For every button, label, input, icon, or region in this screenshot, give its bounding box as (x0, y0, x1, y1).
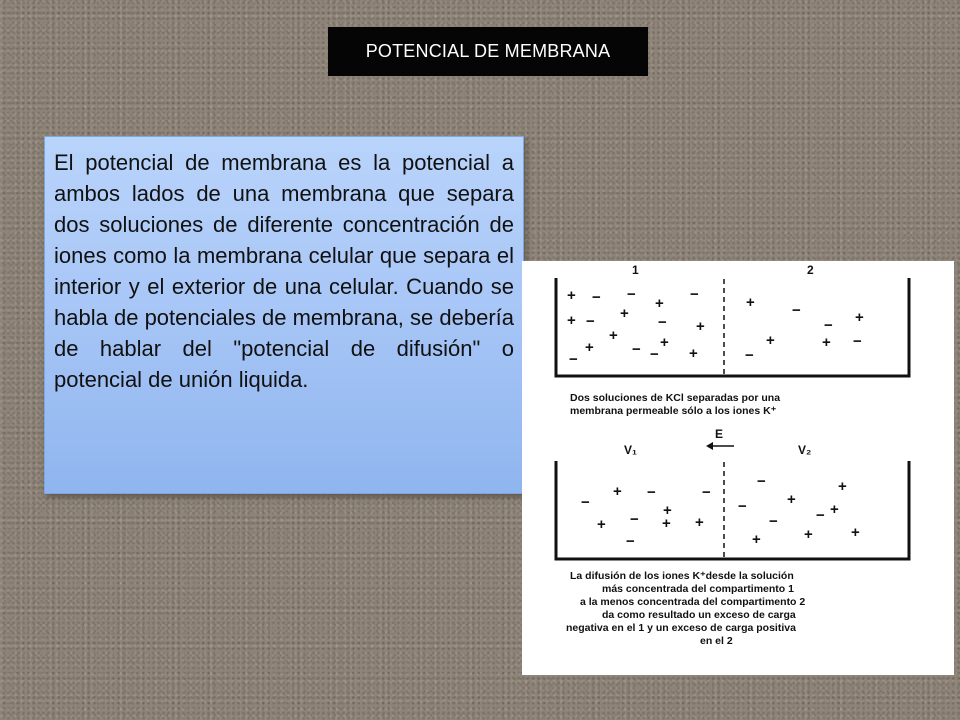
svg-text:+: + (752, 531, 761, 548)
compartment-2-label: 2 (807, 263, 814, 277)
svg-text:+: + (696, 318, 705, 335)
svg-text:+: + (695, 514, 704, 531)
svg-text:−: − (816, 507, 825, 524)
svg-text:−: − (592, 289, 601, 306)
svg-text:−: − (769, 513, 778, 530)
svg-text:+: + (567, 287, 576, 304)
svg-text:+: + (620, 305, 629, 322)
svg-text:+: + (746, 294, 755, 311)
top-ions (567, 286, 864, 368)
svg-text:+: + (838, 478, 847, 495)
svg-text:+: + (822, 334, 831, 351)
svg-text:−: − (738, 498, 747, 515)
svg-text:+: + (585, 339, 594, 356)
svg-text:+: + (609, 327, 618, 344)
svg-text:+: + (655, 295, 664, 312)
svg-text:+: + (851, 524, 860, 541)
top-caption-line-1: Dos soluciones de KCl separadas por una (570, 392, 781, 404)
bottom-caption-line-6: en el 2 (700, 635, 733, 647)
svg-text:+: + (567, 312, 576, 329)
electric-field-label: E (715, 427, 724, 441)
svg-text:−: − (745, 347, 754, 364)
svg-text:−: − (824, 317, 833, 334)
svg-text:+: + (613, 483, 622, 500)
svg-text:−: − (647, 484, 656, 501)
top-container-diagram (556, 263, 909, 417)
svg-text:−: − (630, 511, 639, 528)
svg-text:−: − (690, 286, 699, 303)
svg-text:+: + (663, 502, 672, 519)
svg-text:+: + (787, 491, 796, 508)
svg-text:−: − (632, 341, 641, 358)
svg-text:−: − (853, 333, 862, 350)
definition-text-box (44, 136, 524, 494)
svg-text:−: − (627, 286, 636, 303)
bottom-caption-line-2: más concentrada del compartimento 1 (602, 583, 794, 595)
svg-text:−: − (702, 484, 711, 501)
svg-text:+: + (660, 334, 669, 351)
svg-text:−: − (792, 302, 801, 319)
svg-text:+: + (689, 345, 698, 362)
bottom-caption-line-3: a la menos concentrada del compartimento 2 (580, 596, 806, 608)
top-caption-line-2: membrana permeable sólo a los iones K⁺ (570, 405, 777, 417)
voltage-2-label: V₂ (798, 443, 812, 457)
svg-text:−: − (650, 346, 659, 363)
bottom-container-outline (556, 461, 909, 559)
svg-text:+: + (804, 526, 813, 543)
membrane-diffusion-figure (522, 261, 954, 675)
slide-title-text: POTENCIAL DE MEMBRANA (365, 41, 611, 61)
bottom-caption-line-5: negativa en el 1 y un exceso de carga positiva (566, 622, 796, 634)
bottom-caption-line-1: La difusión de los iones K⁺desde la solución (570, 570, 794, 582)
bottom-caption-line-4: da como resultado un exceso de carga (602, 609, 796, 621)
svg-text:−: − (586, 313, 595, 330)
slide-title (328, 27, 648, 76)
svg-text:−: − (626, 533, 635, 550)
svg-text:+: + (766, 332, 775, 349)
bottom-ions (581, 473, 860, 550)
compartment-1-label: 1 (632, 263, 639, 277)
definition-paragraph: El potencial de membrana es la potencial a ambos lados de una membrana que separa dos soluciones de diferente concentración de iones como la membrana celular que separa el interior y el exterior de una celular. Cuando se habla de potenciales de membrana, se debería de hablar del "potencial de difusión" o potencial de unión liquida. (54, 150, 514, 392)
voltage-1-label: V₁ (624, 443, 637, 457)
svg-text:−: − (658, 314, 667, 331)
svg-text:+: + (597, 516, 606, 533)
svg-text:−: − (569, 351, 578, 368)
svg-text:+: + (830, 501, 839, 518)
svg-text:+: + (662, 515, 671, 532)
electric-field-arrowhead (706, 442, 713, 450)
bottom-container-diagram (556, 427, 909, 647)
svg-text:+: + (855, 309, 864, 326)
svg-text:−: − (581, 494, 590, 511)
svg-text:−: − (757, 473, 766, 490)
